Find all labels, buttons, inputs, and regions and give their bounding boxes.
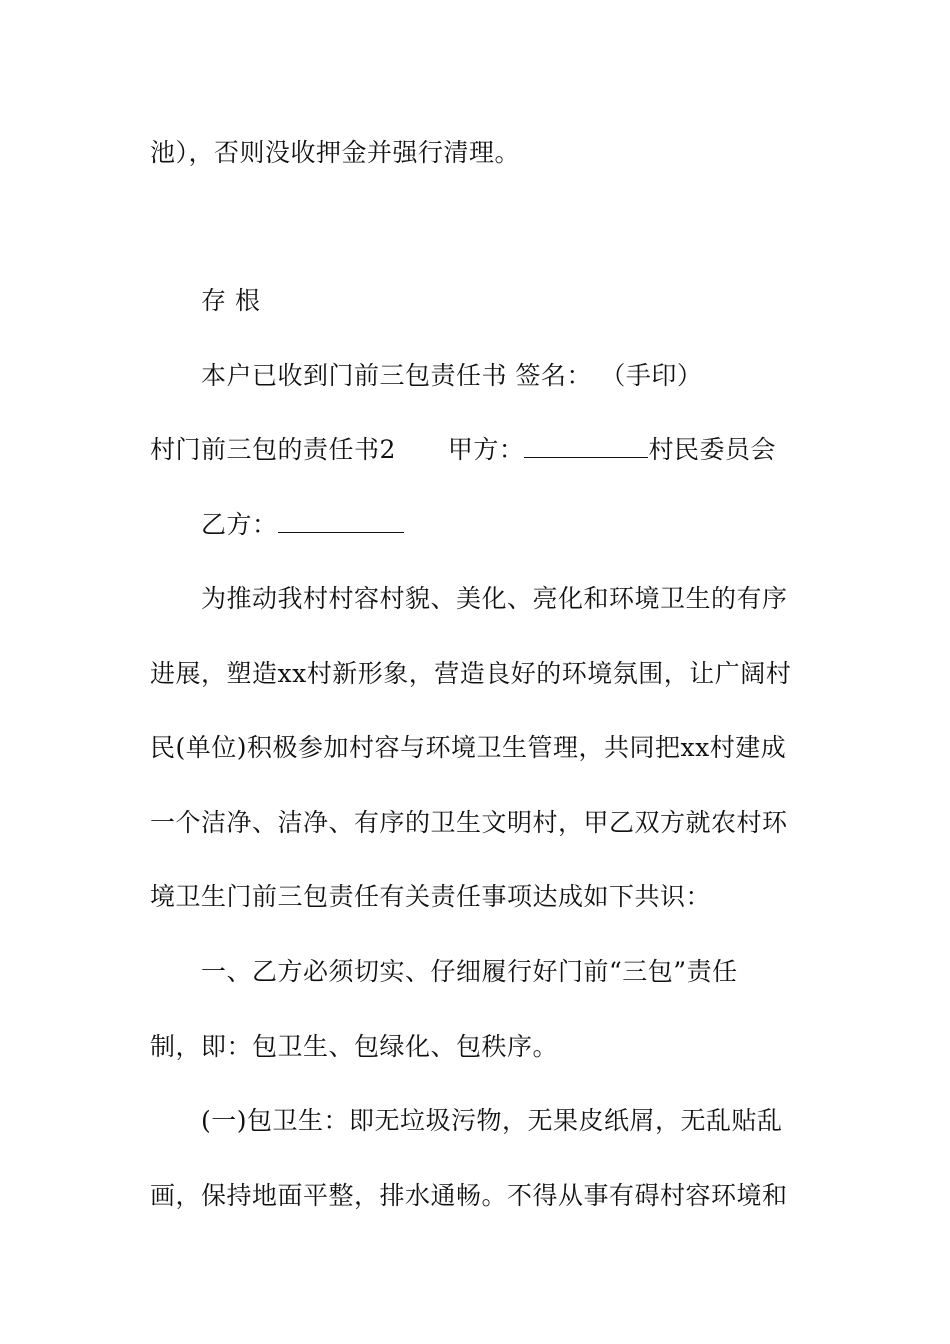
clause-1-line-1: 一、乙方必须切实、仔细履行好门前“三包”责任 xyxy=(201,957,738,986)
receipt-signature-line: 本户已收到门前三包责任书 签名： （手印） xyxy=(201,361,703,390)
paragraph-line-1: 为推动我村村容村貌、美化、亮化和环境卫生的有序 xyxy=(201,584,788,613)
party-a-suffix: 村民委员会 xyxy=(648,435,776,464)
clause-1-line-2: 制，即：包卫生、包绿化、包秩序。 xyxy=(150,1032,559,1061)
party-b-label: 乙方： xyxy=(201,510,278,539)
subclause-1-line-2: 画，保持地面平整，排水通畅。不得从事有碍村容环境和 xyxy=(150,1181,788,1210)
party-b-blank xyxy=(278,510,404,533)
paragraph-line-2: 进展，塑造xx村新形象，营造良好的环境氛围，让广阔村 xyxy=(150,659,792,688)
text-line-1: 池），否则没收押金并强行清理。 xyxy=(150,138,521,167)
party-a-label: 甲方： xyxy=(447,435,525,464)
party-b-line xyxy=(201,510,404,540)
stub-heading: 存 根 xyxy=(201,286,261,315)
paragraph-line-3: 民(单位)积极参加村容与环境卫生管理，共同把xx村建成 xyxy=(150,733,787,762)
party-a-blank xyxy=(524,435,648,458)
party-a-line xyxy=(150,435,776,465)
paragraph-line-4: 一个洁净、洁净、有序的卫生文明村，甲乙双方就农村环 xyxy=(150,808,788,837)
subclause-1-line-1: (一)包卫生：即无垃圾污物，无果皮纸屑，无乱贴乱 xyxy=(201,1106,783,1135)
document-title: 村门前三包的责任书2 xyxy=(150,435,396,464)
paragraph-line-5: 境卫生门前三包责任有关责任事项达成如下共识： xyxy=(150,882,712,911)
